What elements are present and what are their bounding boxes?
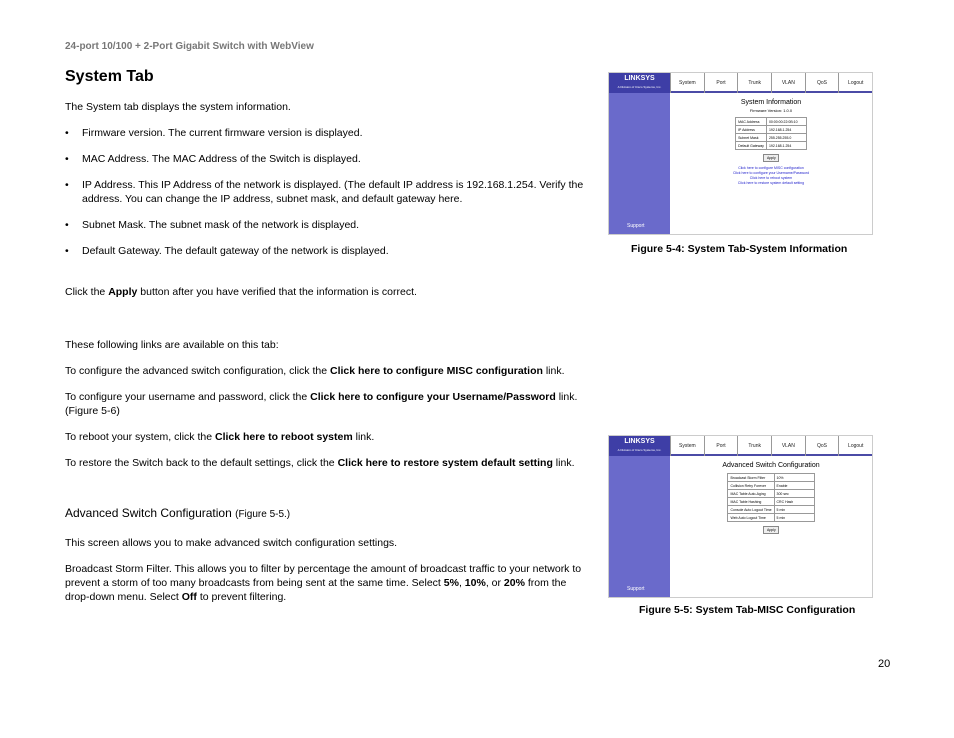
apply-paragraph — [65, 285, 587, 299]
collision-select[interactable]: Enable — [774, 482, 814, 490]
content-pane — [670, 458, 872, 597]
link-para-reboot — [65, 430, 587, 444]
bold-text: Click here to configure your Username/Password — [310, 391, 556, 403]
tab-port[interactable]: Port — [704, 436, 738, 456]
table-row — [736, 134, 807, 142]
bullet-subnet: • Subnet Mask. The subnet mask of the network is displayed. — [65, 218, 587, 232]
bold-text: 10% — [464, 577, 486, 589]
gateway-field[interactable]: 192.168.1.254 — [766, 142, 806, 150]
ip-field[interactable]: 192.168.1.254 — [766, 126, 806, 134]
intro-text: The System tab displays the system information. — [65, 101, 291, 113]
text: To configure the advanced switch configuration, click the — [65, 365, 330, 377]
tab-system[interactable]: System — [670, 436, 704, 456]
console-logout-select[interactable]: 5 min — [774, 506, 814, 514]
link-para-misc — [65, 364, 587, 378]
misc-table — [727, 473, 814, 522]
row-label: Subnet Mask — [736, 134, 767, 142]
table-row — [728, 474, 814, 482]
text: , — [458, 577, 465, 589]
row-label: MAC Address — [736, 118, 767, 126]
pane-title: System Information — [740, 99, 802, 106]
logo-subtext: A Division of Cisco Systems, Inc. — [617, 85, 662, 89]
links-intro: These following links are available on this tab: — [65, 339, 279, 351]
apply-button[interactable]: Apply — [763, 154, 779, 162]
text: link. — [352, 431, 375, 443]
sidebar — [609, 73, 670, 234]
text: to prevent filtering. — [196, 591, 287, 603]
text: from the drop-down menu. Select — [65, 577, 567, 603]
figure-caption-5-4: Figure 5-4: System Tab-System Information — [631, 243, 848, 255]
table-row — [736, 126, 807, 134]
row-label: Default Gateway — [736, 142, 767, 150]
page-number: 20 — [878, 658, 891, 670]
support-link[interactable]: Support — [627, 586, 645, 592]
subheading-main: Advanced Switch Configuration — [65, 506, 232, 520]
pane-title: Advanced Switch Configuration — [722, 462, 820, 469]
tab-vlan[interactable]: VLAN — [771, 436, 805, 456]
text: link. — [552, 457, 575, 469]
web-logout-select[interactable]: 5 min — [774, 514, 814, 522]
text: To restore the Switch back to the default settings, click the — [65, 457, 338, 469]
broadcast-select[interactable]: 10% — [774, 474, 814, 482]
tab-system[interactable]: System — [670, 73, 704, 93]
tab-vlan[interactable]: VLAN — [771, 73, 805, 93]
content-pane — [670, 95, 872, 234]
bold-text: Off — [181, 591, 197, 603]
row-label: Console Auto Logout Time — [728, 506, 774, 514]
table-row — [728, 506, 814, 514]
row-label: MAC Table Hashing — [728, 498, 774, 506]
bold-text: 5% — [443, 577, 459, 589]
link-misc[interactable]: Click here to configure MISC configuration — [738, 166, 804, 170]
linksys-logo — [609, 73, 670, 93]
link-reboot[interactable]: Click here to reboot system — [749, 176, 793, 180]
bold-text: Click here to reboot system — [214, 431, 353, 443]
bullet-gateway: • Default Gateway. The default gateway of the network is displayed. — [65, 244, 587, 258]
table-row — [728, 514, 814, 522]
table-row — [728, 498, 814, 506]
link-restore[interactable]: Click here to restore system default setting — [737, 181, 805, 185]
row-label: IP Address — [736, 126, 767, 134]
linksys-logo — [609, 436, 670, 456]
apply-post: button after you have verified that the information is correct. — [137, 286, 417, 298]
logo-text: LINKSYS — [624, 438, 655, 445]
body-text — [65, 100, 587, 604]
info-table — [735, 117, 807, 150]
row-label: Broadcast Storm Filter — [728, 474, 774, 482]
sidebar — [609, 436, 670, 597]
table-row — [736, 118, 807, 126]
bold-text: Click here to configure MISC configuration — [329, 365, 543, 377]
adv-intro: This screen allows you to make advanced switch configuration settings. — [65, 537, 398, 549]
text: , or — [485, 577, 504, 589]
tab-qos[interactable]: QoS — [805, 73, 839, 93]
figure-misc-config-screenshot — [608, 435, 873, 598]
text: To configure your username and password, click the — [65, 391, 311, 403]
aging-select[interactable]: 300 sec — [774, 490, 814, 498]
row-label: MAC Table Auto-Aging — [728, 490, 774, 498]
broadcast-paragraph — [65, 562, 587, 604]
tab-trunk[interactable]: Trunk — [737, 436, 771, 456]
figure-caption-5-5: Figure 5-5: System Tab-MISC Configuration — [639, 604, 856, 616]
firmware-version: Firmware Version: 1.0.0 — [749, 108, 793, 113]
tab-logout[interactable]: Logout — [838, 436, 872, 456]
text: Broadcast Storm Filter. This allows you to filter by percentage the amount of broadcast traffic to your network to prevent a storm of too many broadcasts from being sent at the same time. Select — [65, 563, 582, 589]
row-label: Collision Retry Forever — [728, 482, 774, 490]
tab-logout[interactable]: Logout — [838, 73, 872, 93]
bold-text: 20% — [503, 577, 525, 589]
apply-button[interactable]: Apply — [763, 526, 779, 534]
figure-system-info-screenshot — [608, 72, 873, 235]
subnet-field[interactable]: 255.255.255.0 — [766, 134, 806, 142]
logo-subtext: A Division of Cisco Systems, Inc. — [617, 448, 662, 452]
hashing-select[interactable]: CRC Hash — [774, 498, 814, 506]
text: link. (Figure 5-6) — [65, 391, 578, 417]
page-title: System Tab — [65, 68, 154, 85]
bullet-ip: • IP Address. This IP Address of the network is displayed. (The default IP address is 192.168.1.254. Verify the address. You can change the IP address, subnet mask, and default gateway here. — [65, 178, 587, 206]
page-header: 24-port 10/100 + 2-Port Gigabit Switch with WebView — [65, 41, 314, 52]
link-para-username — [65, 390, 587, 418]
nav-tabs — [670, 73, 872, 93]
table-row — [728, 482, 814, 490]
link-username[interactable]: Click here to configure your Username/Password — [732, 171, 810, 175]
tab-trunk[interactable]: Trunk — [737, 73, 771, 93]
bullet-mac: • MAC Address. The MAC Address of the Switch is displayed. — [65, 152, 587, 166]
nav-tabs — [670, 436, 872, 456]
support-link[interactable]: Support — [627, 223, 645, 229]
apply-bold: Apply — [108, 286, 138, 298]
bold-text: Click here to restore system default setting — [337, 457, 553, 469]
logo-text: LINKSYS — [624, 75, 655, 82]
table-row — [728, 490, 814, 498]
tab-port[interactable]: Port — [704, 73, 738, 93]
link-list — [670, 166, 872, 186]
subheading — [65, 506, 587, 522]
apply-pre: Click the — [65, 286, 109, 298]
bullet-firmware: • Firmware version. The current firmware version is displayed. — [65, 126, 587, 140]
text: To reboot your system, click the — [65, 431, 215, 443]
row-value: 00:00:00:22:0B:10 — [766, 118, 806, 126]
link-para-restore — [65, 456, 587, 470]
tab-qos[interactable]: QoS — [805, 436, 839, 456]
table-row — [736, 142, 807, 150]
row-label: Web Auto Logout Time — [728, 514, 774, 522]
text: link. — [542, 365, 565, 377]
subheading-ref: (Figure 5-5.) — [235, 509, 291, 520]
